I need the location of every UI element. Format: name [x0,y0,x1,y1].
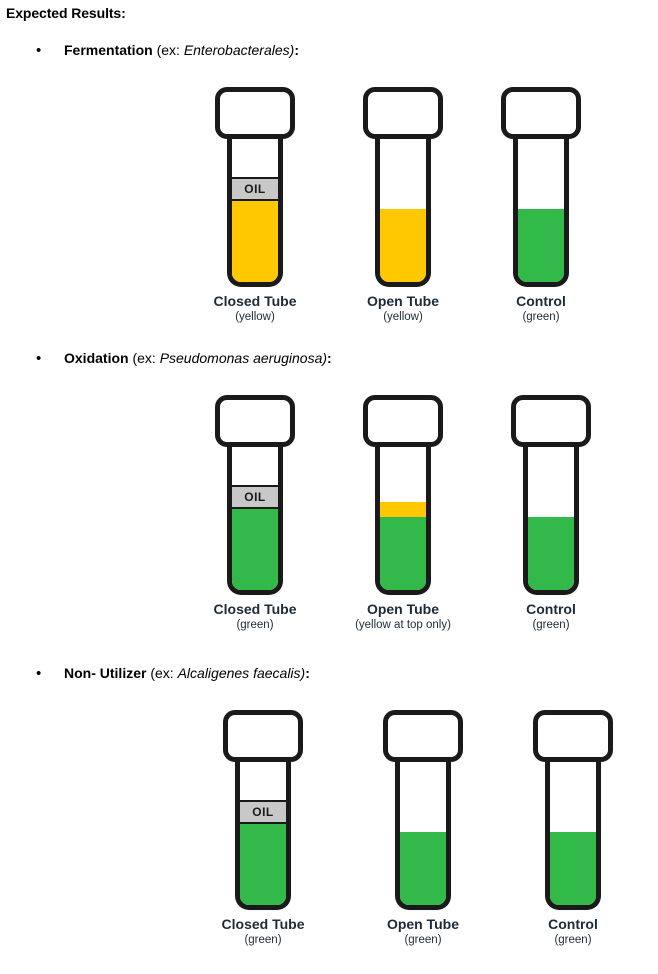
tube-diagram [497,87,585,287]
tube-fill [380,209,426,282]
tube-diagram [219,710,307,910]
bullet-icon: • [36,350,42,367]
bullet-label: Fermentation [64,42,153,58]
bullet-mid-text: (ex: [128,350,160,366]
tube-diagram [211,395,299,595]
tube-title: Open Tube [366,293,440,309]
tube-cap-icon [511,395,591,447]
tube-diagram [529,710,617,910]
tube-diagram [359,87,447,287]
tube-subtitle: (green) [404,933,442,946]
tube-body [235,750,291,910]
oil-layer [240,800,286,824]
oil-label: OIL [252,805,274,820]
tube-body [523,435,579,595]
bullet-icon: • [36,42,42,59]
tube-group-closed [190,395,320,633]
tube-title: Closed Tube [221,916,305,932]
oil-layer [232,485,278,509]
tube-title: Closed Tube [213,293,297,309]
tube-cap-icon [501,87,581,139]
tube-body [545,750,601,910]
tube-title: Open Tube [366,601,440,617]
tube-title: Control [526,601,576,617]
tube-title: Closed Tube [213,601,297,617]
bullet-mid-text: (ex: [152,42,184,58]
bullet-oxidation [36,350,332,366]
tube-fill [232,201,278,282]
tube-fill [400,832,446,905]
tube-cap-icon [533,710,613,762]
tube-diagram [379,710,467,910]
tube-fill [240,824,286,905]
tube-fill [528,517,574,590]
tube-body [395,750,451,910]
tube-fill [380,517,426,590]
tube-fill [232,509,278,590]
bullet-mid-text: (ex: [146,665,178,681]
tube-cap-icon [215,395,295,447]
tube-group-closed [198,710,328,948]
tube-subtitle: (green) [244,933,282,946]
oil-label: OIL [244,490,266,505]
tube-group-open [338,87,468,325]
tube-group-control [476,87,606,325]
tube-subtitle: (yellow at top only) [355,618,451,631]
bullet-end-text: : [327,350,332,366]
tube-cap-icon [363,87,443,139]
tube-fill [518,209,564,282]
tube-subtitle: (green) [522,310,560,323]
tube-subtitle: (green) [236,618,274,631]
page-title: Expected Results: [6,5,126,21]
tube-subtitle: (yellow) [383,310,423,323]
tube-group-control [508,710,638,948]
tube-title: Open Tube [386,916,460,932]
bullet-label: Non- Utilizer [64,665,147,681]
bullet-end-text: : [294,42,299,58]
tube-diagram [211,87,299,287]
bullet-non-utilizer [36,665,310,681]
tube-body [375,435,431,595]
tube-cap-icon [383,710,463,762]
tube-group-control [486,395,616,633]
tube-cap-icon [363,395,443,447]
tube-diagram [359,395,447,595]
oil-label: OIL [244,182,266,197]
tube-top-band [380,502,426,518]
tube-group-open [358,710,488,948]
tube-body [227,127,283,287]
tube-diagram [507,395,595,595]
tube-subtitle: (green) [532,618,570,631]
tube-body [375,127,431,287]
tube-group-closed [190,87,320,325]
bullet-icon: • [36,665,42,682]
oil-layer [232,177,278,201]
tube-cap-icon [223,710,303,762]
bullet-organism: Pseudomonas aeruginosa) [159,350,328,366]
bullet-label: Oxidation [64,350,129,366]
bullet-fermentation [36,42,299,58]
tube-title: Control [548,916,598,932]
tube-subtitle: (green) [554,933,592,946]
tube-group-open [338,395,468,633]
bullet-organism: Enterobacterales) [183,42,295,58]
tube-fill [550,832,596,905]
tube-subtitle: (yellow) [235,310,275,323]
bullet-organism: Alcaligenes faecalis) [177,665,306,681]
tube-body [227,435,283,595]
tube-body [513,127,569,287]
bullet-end-text: : [305,665,310,681]
tube-title: Control [516,293,566,309]
tube-cap-icon [215,87,295,139]
